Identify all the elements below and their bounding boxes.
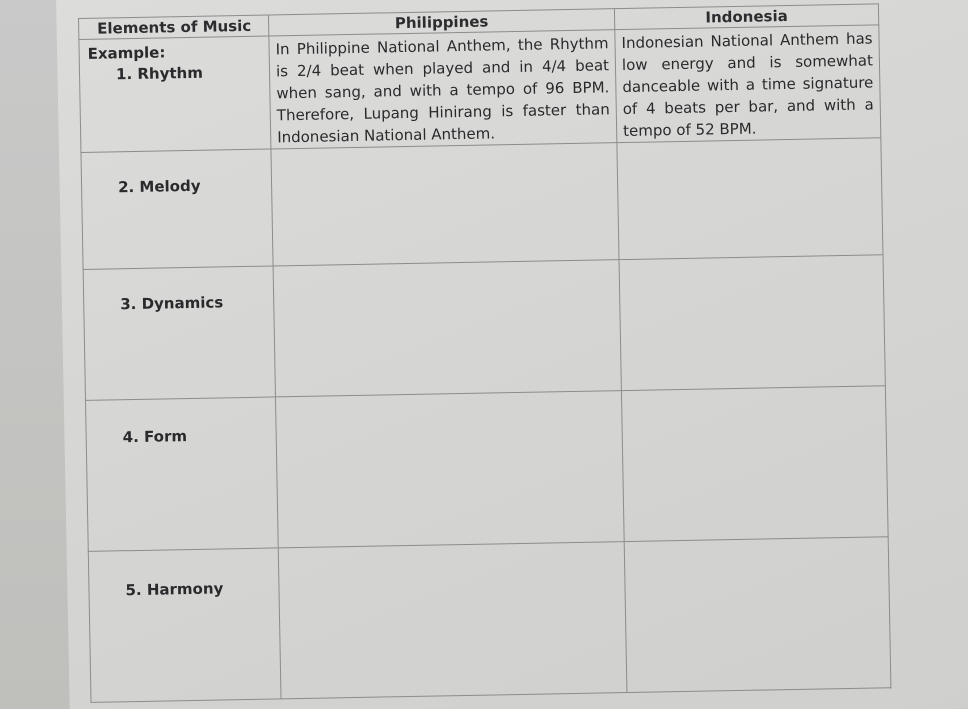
indonesia-cell[interactable]: [619, 255, 885, 391]
header-indonesia: Indonesia: [614, 4, 878, 30]
indonesia-rhythm-text: Indonesian National Anthem has low energy and is somewhat danceable with a time signature of 4 beats per bar, and with a tempo of 52 BPM.: [621, 29, 874, 141]
philippines-cell[interactable]: [271, 143, 619, 266]
comparison-table: [78, 3, 891, 703]
element-label-dynamics: 3. Dynamics: [120, 293, 224, 314]
indonesia-cell[interactable]: [621, 386, 888, 542]
philippines-rhythm-text: In Philippine National Anthem, the Rhythm is 2/4 beat when played and in 4/4 beat when sang, and with a tempo of 96 BPM. Therefore, Lupang Hinirang is faster than Indonesian National Anthem.: [275, 34, 610, 147]
element-cell: [83, 266, 275, 400]
element-label-form: 4. Form: [122, 427, 188, 447]
table-row-harmony: [88, 537, 891, 703]
indonesia-cell[interactable]: [617, 138, 883, 260]
worksheet: [78, 2, 968, 709]
header-philippines: Philippines: [268, 9, 614, 36]
table-row-dynamics: [83, 255, 885, 401]
element-cell: [86, 397, 279, 551]
indonesia-cell[interactable]: [615, 25, 881, 143]
element-cell: [79, 36, 271, 152]
header-elements-of-music: Elements of Music: [79, 15, 269, 39]
philippines-cell[interactable]: [273, 260, 621, 397]
element-label-harmony: 5. Harmony: [125, 579, 224, 600]
philippines-cell[interactable]: [275, 391, 624, 548]
element-cell: [81, 149, 273, 269]
table-row-form: [86, 386, 889, 552]
philippines-cell[interactable]: [278, 542, 627, 699]
table-row-rhythm: [79, 25, 881, 153]
philippines-cell[interactable]: [269, 30, 617, 149]
element-label-rhythm: 1. Rhythm: [115, 63, 204, 84]
table-row-melody: [81, 138, 883, 270]
element-cell: [88, 548, 281, 702]
indonesia-cell[interactable]: [624, 537, 891, 693]
element-label-melody: 2. Melody: [117, 176, 201, 197]
example-label: Example:: [87, 43, 166, 63]
